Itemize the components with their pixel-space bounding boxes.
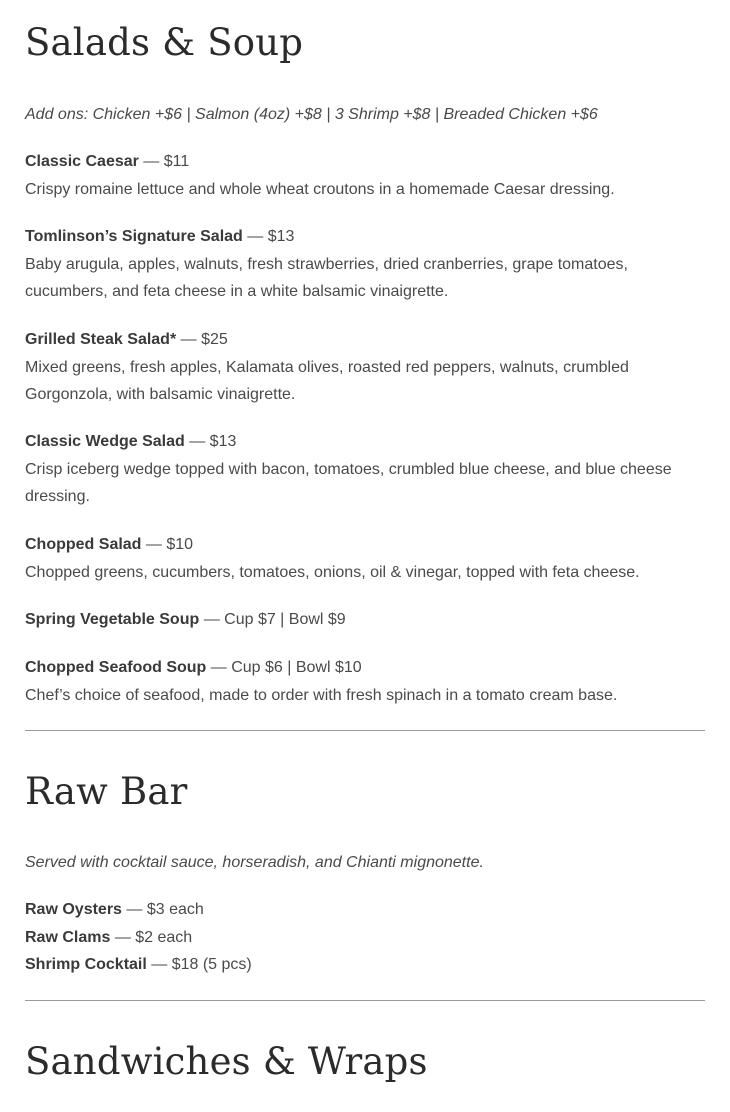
- item-description: Baby arugula, apples, walnuts, fresh strawberries, dried cranberries, grape tomatoes, cucumbers, and feta cheese in a white balsamic vinaigrette.: [25, 255, 628, 300]
- item-description: Crispy romaine lettuce and whole wheat croutons in a homemade Caesar dressing.: [25, 180, 615, 198]
- item-description: Chopped greens, cucumbers, tomatoes, onions, oil & vinegar, topped with feta cheese.: [25, 563, 640, 581]
- section-title-salads: Salads & Soup: [25, 21, 304, 64]
- item-name: Tomlinson’s Signature Salad: [25, 228, 243, 245]
- menu-item: [25, 428, 705, 511]
- item-price: — Cup $7 | Bowl $9: [199, 611, 346, 628]
- raw-bar-note: Served with cocktail sauce, horseradish, and Chianti mignonette.: [25, 854, 484, 871]
- item-price: — $13: [242, 228, 295, 245]
- item-price: — $2 each: [110, 929, 193, 946]
- menu-item: [25, 606, 346, 634]
- section-title-raw-bar: Raw Bar: [25, 770, 188, 813]
- item-price: — $25: [176, 331, 228, 348]
- addons-note: Add ons: Chicken +$6 | Salmon (4oz) +$8 | 3 Shrimp +$8 | Breaded Chicken +$6: [25, 106, 598, 123]
- item-description: Mixed greens, fresh apples, Kalamata olives, roasted red peppers, walnuts, crumbled Gorgonzola, with balsamic vinaigrette.: [25, 358, 629, 403]
- menu-item: [25, 654, 617, 709]
- item-price: — $13: [184, 433, 237, 450]
- item-name: Chopped Seafood Soup: [25, 659, 207, 676]
- menu-item: [25, 896, 204, 924]
- item-price: — Cup $6 | Bowl $10: [206, 659, 362, 676]
- menu-item: [25, 951, 252, 979]
- item-name: Shrimp Cocktail: [25, 956, 147, 973]
- menu-item: [25, 148, 615, 203]
- item-name: Chopped Salad: [25, 536, 142, 553]
- item-description: Chef’s choice of seafood, made to order with fresh spinach in a tomato cream base.: [25, 686, 618, 704]
- item-name: Raw Clams: [25, 929, 111, 946]
- item-name: Raw Oysters: [25, 901, 122, 918]
- item-name: Classic Caesar: [25, 153, 139, 170]
- section-divider: [25, 1000, 705, 1001]
- section-divider: [25, 730, 705, 731]
- item-name: Spring Vegetable Soup: [25, 611, 200, 628]
- item-name: Classic Wedge Salad: [25, 433, 185, 450]
- menu-item: [25, 531, 640, 586]
- menu-item: [25, 326, 705, 409]
- item-price: — $18 (5 pcs): [146, 956, 252, 973]
- item-description: Crisp iceberg wedge topped with bacon, tomatoes, crumbled blue cheese, and blue cheese dressing.: [25, 460, 672, 505]
- menu-item: [25, 223, 705, 306]
- item-price: — $10: [141, 536, 194, 553]
- item-price: — $11: [138, 153, 190, 170]
- item-price: — $3 each: [121, 901, 204, 918]
- section-title-sandwiches: Sandwiches & Wraps: [25, 1040, 428, 1083]
- menu-item: [25, 924, 192, 952]
- item-name: Grilled Steak Salad*: [25, 331, 177, 348]
